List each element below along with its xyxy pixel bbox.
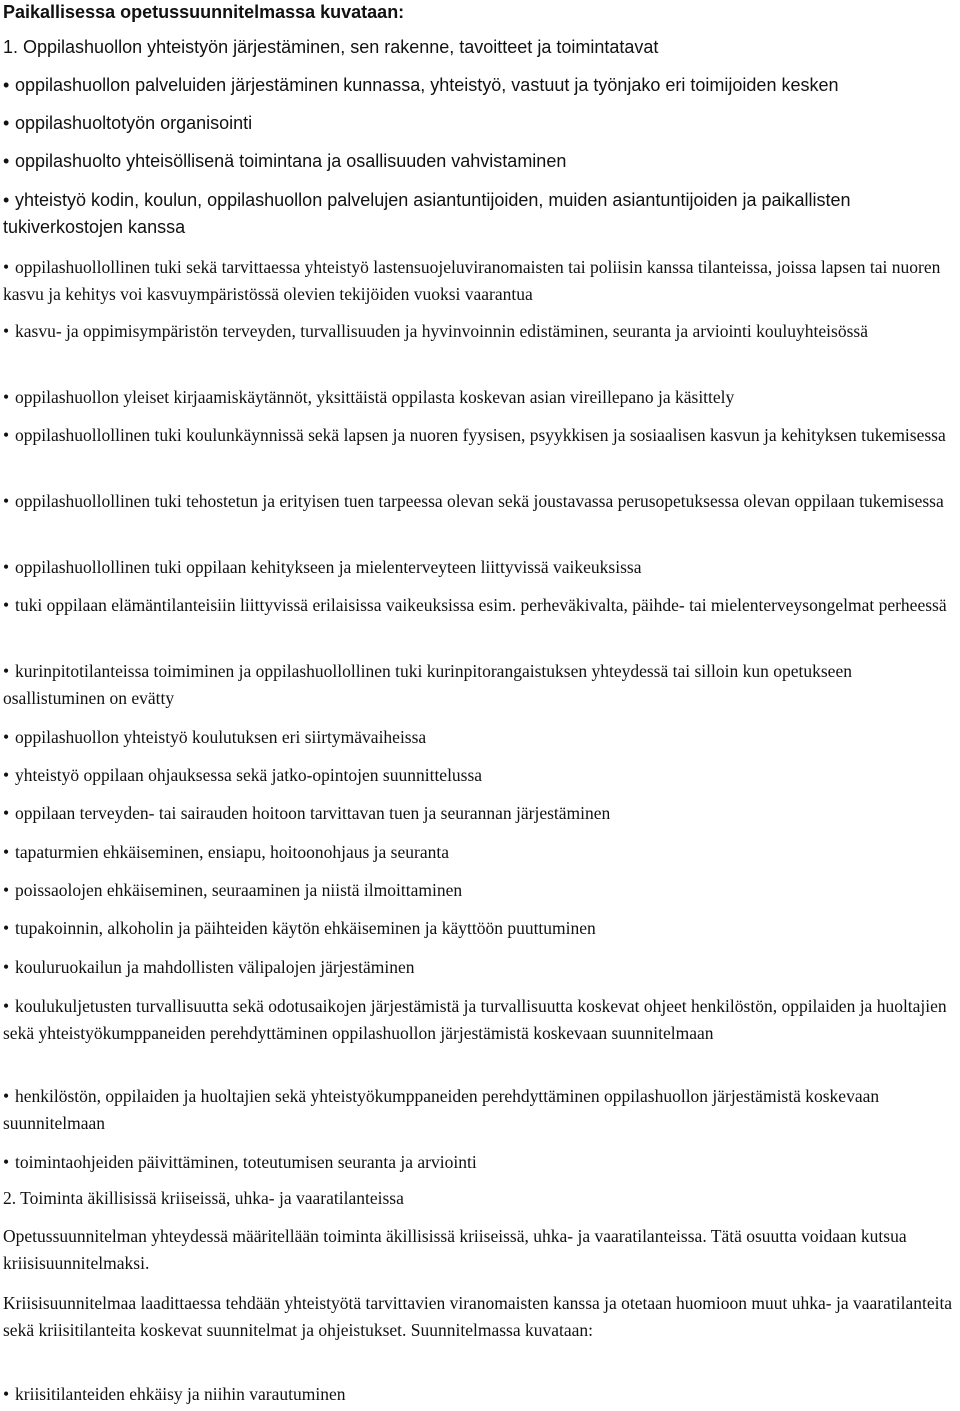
list-item: • yhteistyö kodin, koulun, oppilashuollon palvelujen asiantuntijoiden, muiden asiantuntijoiden ja paikallisten tukiverkostojen kanssa — [3, 187, 955, 241]
bullet-icon: • — [3, 113, 10, 133]
bullet-icon: • — [3, 425, 10, 445]
list-item: • oppilashuollon palveluiden järjestäminen kunnassa, yhteistyö, vastuut ja työnjako eri toimijoiden kesken — [3, 72, 955, 99]
list-item: • oppilashuollollinen tuki oppilaan kehitykseen ja mielenterveyteen liittyvissä vaikeuksissa — [3, 554, 955, 581]
bullet-icon: • — [3, 557, 10, 577]
bullet-icon: • — [3, 75, 10, 95]
bullet-icon: • — [3, 595, 10, 615]
list-item: • koulukuljetusten turvallisuutta sekä odotusaikojen järjestämistä ja turvallisuutta koskevat ohjeet henkilöstön, oppilaiden ja huoltajien sekä yhteistyökumppaneiden perehdyttäminen oppilashuollon järjestämistä koskevaan suunnitelmaan — [3, 993, 955, 1047]
list-item: • toimintaohjeiden päivittäminen, toteutumisen seuranta ja arviointi — [3, 1149, 955, 1176]
list-item: • poissaolojen ehkäiseminen, seuraaminen ja niistä ilmoittaminen — [3, 877, 955, 904]
bullet-icon: • — [3, 880, 10, 900]
bullet-icon: • — [3, 661, 10, 681]
list-item: • oppilashuollollinen tuki sekä tarvittaessa yhteistyö lastensuojeluviranomaisten tai poliisin kanssa tilanteissa, joissa lapsen tai nuoren kasvu ja kehitys voi kasvuympäristössä olevien tekijöiden vuoksi vaarantua — [3, 254, 955, 308]
bullet-icon: • — [3, 151, 10, 171]
list-item: • kasvu- ja oppimisympäristön terveyden, turvallisuuden ja hyvinvoinnin edistäminen, seuranta ja arviointi kouluyhteisössä — [3, 318, 955, 345]
section-2-title: 2. Toiminta äkillisissä kriiseissä, uhka- ja vaaratilanteissa — [3, 1188, 404, 1208]
list-item: • tuki oppilaan elämäntilanteisiin liittyvissä erilaisissa vaikeuksissa esim. perheväkivalta, päihde- tai mielenterveysongelmat perheessä — [3, 592, 955, 619]
list-item: • tapaturmien ehkäiseminen, ensiapu, hoitoonohjaus ja seuranta — [3, 839, 955, 866]
bullet-icon: • — [3, 727, 10, 747]
list-item: • oppilashuollollinen tuki tehostetun ja erityisen tuen tarpeessa olevan sekä joustavassa perusopetuksessa olevan oppilaan tukemisessa — [3, 488, 955, 515]
list-item: • kriisitilanteiden ehkäisy ja niihin varautuminen — [3, 1381, 955, 1408]
list-item: • yhteistyö oppilaan ohjauksessa sekä jatko-opintojen suunnittelussa — [3, 762, 955, 789]
bullet-icon: • — [3, 803, 10, 823]
bullet-icon: • — [3, 765, 10, 785]
bullet-icon: • — [3, 257, 10, 277]
list-item: • oppilashuoltotyön organisointi — [3, 110, 955, 137]
bullet-icon: • — [3, 321, 10, 341]
list-item: • henkilöstön, oppilaiden ja huoltajien sekä yhteistyökumppaneiden perehdyttäminen oppilashuollon järjestämistä koskevaan suunnitelmaan — [3, 1083, 955, 1137]
bullet-icon: • — [3, 1152, 10, 1172]
list-item: • kurinpitotilanteissa toimiminen ja oppilashuollollinen tuki kurinpitorangaistuksen yhteydessä tai silloin kun opetukseen osallistuminen on evätty — [3, 658, 955, 712]
bullet-icon: • — [3, 190, 10, 210]
list-item: • oppilashuollon yhteistyö koulutuksen eri siirtymävaiheissa — [3, 724, 955, 751]
paragraph: Kriisisuunnitelmaa laadittaessa tehdään yhteistyötä tarvittavien viranomaisten kanssa ja otetaan huomioon muut uhka- ja vaaratilanteita sekä kriisitilanteita koskevat suunnitelmat ja ohjeistukset. Suunnitelmassa kuvataan: — [3, 1293, 953, 1340]
list-item: • oppilashuollollinen tuki koulunkäynnissä sekä lapsen ja nuoren fyysisen, psyykkisen ja sosiaalisen kasvun ja kehityksen tukemisessa — [3, 422, 955, 449]
bullet-icon: • — [3, 918, 10, 938]
page-heading: Paikallisessa opetussuunnitelmassa kuvataan: — [3, 2, 405, 22]
bullet-icon: • — [3, 1384, 10, 1404]
bullet-icon: • — [3, 996, 10, 1016]
paragraph: Opetussuunnitelman yhteydessä määritellään toiminta äkillisissä kriiseissä, uhka- ja vaaratilanteissa. Tätä osuutta voidaan kutsua kriisisuunnitelmaksi. — [3, 1226, 907, 1273]
bullet-icon: • — [3, 387, 10, 407]
list-item: • tupakoinnin, alkoholin ja päihteiden käytön ehkäiseminen ja käyttöön puuttuminen — [3, 915, 955, 942]
list-item: • kouluruokailun ja mahdollisten välipalojen järjestäminen — [3, 954, 955, 981]
list-item: • oppilashuolto yhteisöllisenä toimintana ja osallisuuden vahvistaminen — [3, 148, 955, 175]
bullet-icon: • — [3, 1086, 10, 1106]
bullet-icon: • — [3, 957, 10, 977]
section-1-title: 1. Oppilashuollon yhteistyön järjestäminen, sen rakenne, tavoitteet ja toimintatavat — [3, 37, 659, 57]
bullet-icon: • — [3, 842, 10, 862]
list-item: • oppilashuollon yleiset kirjaamiskäytännöt, yksittäistä oppilasta koskevan asian vireillepano ja käsittely — [3, 384, 955, 411]
list-item: • oppilaan terveyden- tai sairauden hoitoon tarvittavan tuen ja seurannan järjestäminen — [3, 800, 955, 827]
bullet-icon: • — [3, 491, 10, 511]
